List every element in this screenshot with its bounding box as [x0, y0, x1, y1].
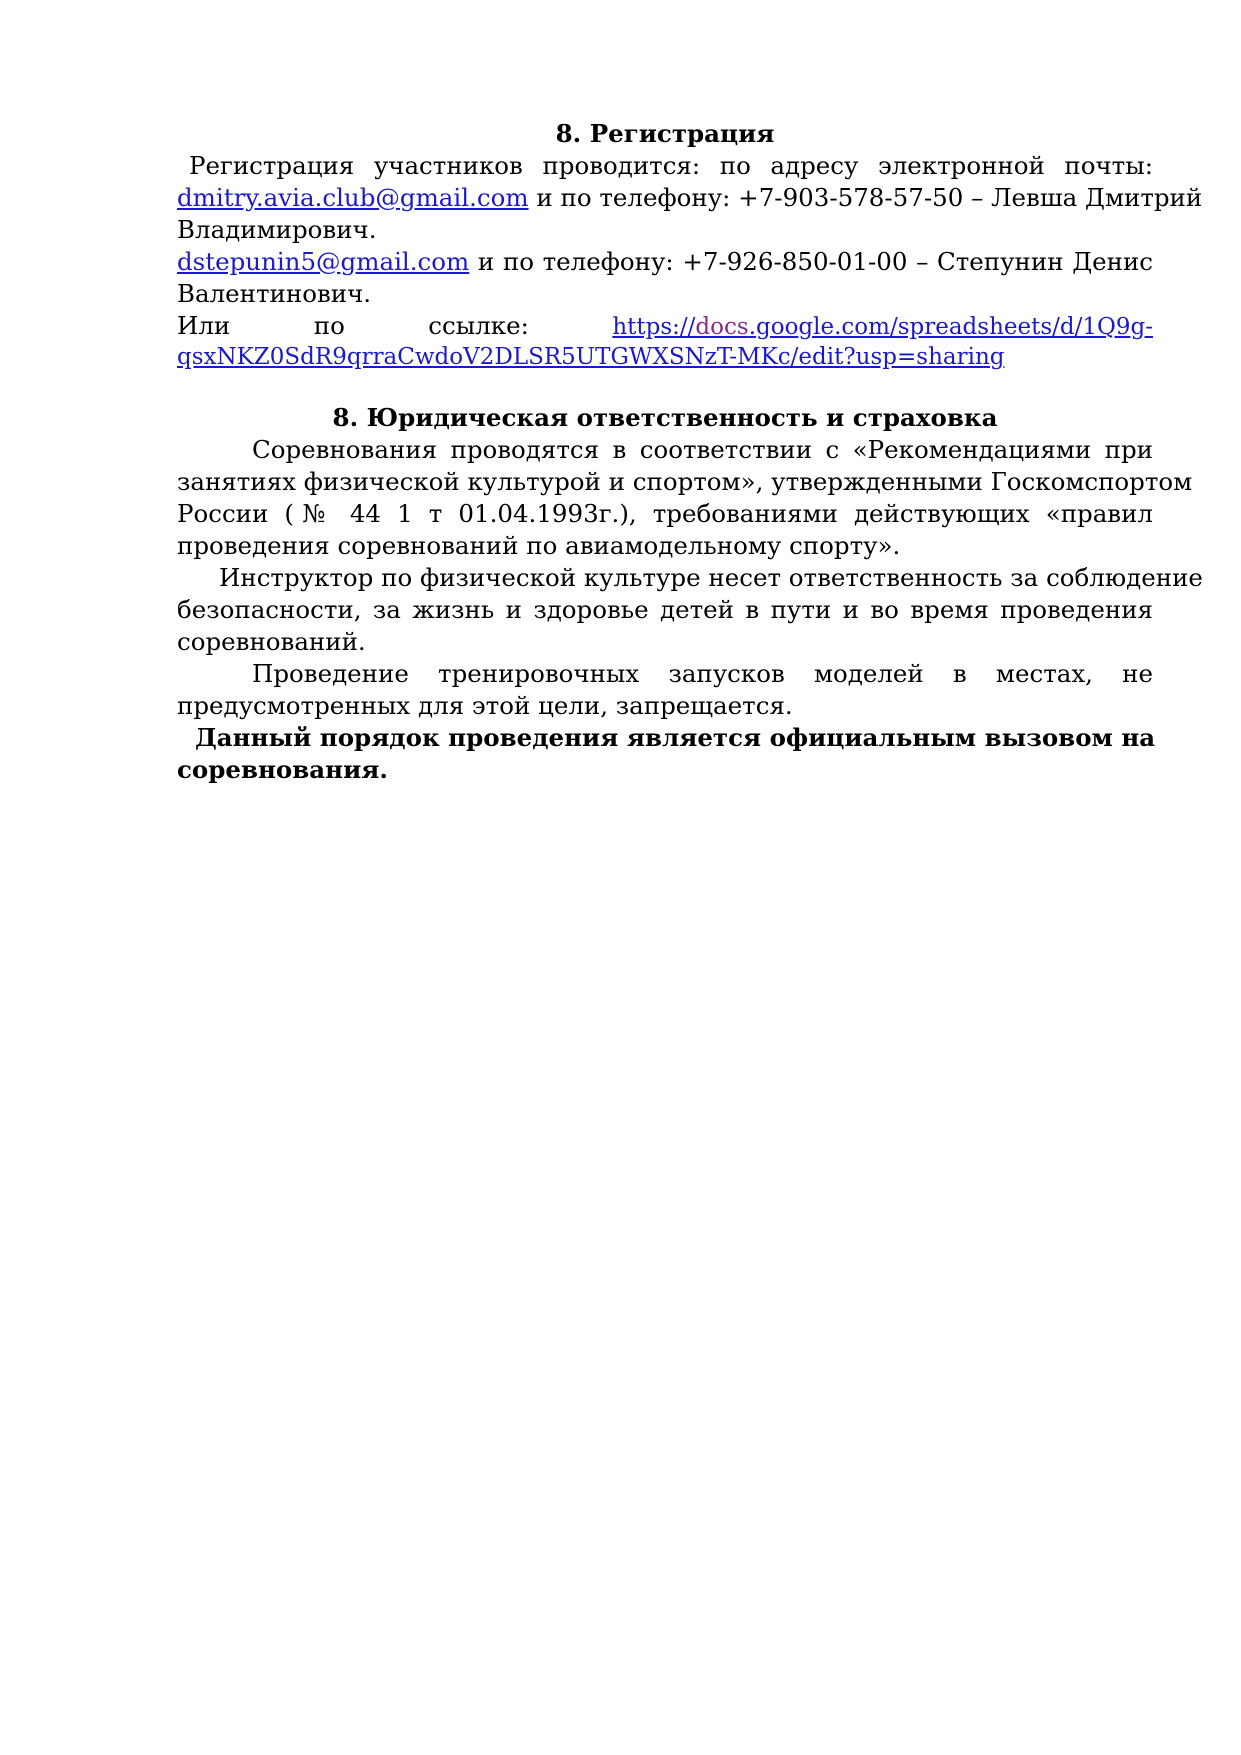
text-line	[177, 246, 1153, 278]
text-line: Валентинович.	[177, 279, 372, 308]
text-line: Проведение тренировочных запусков моделей в местах, не	[252, 659, 1153, 688]
section-heading-registration: 8. Регистрация	[555, 119, 775, 148]
official-notice-paragraph	[177, 722, 1156, 786]
liability-paragraph-3	[177, 658, 1153, 722]
email-link-stepunin[interactable]: dstepunin5@gmail.com	[177, 247, 470, 276]
text-word: Или	[177, 311, 231, 340]
email-link-dmitry[interactable]: dmitry.avia.club@gmail.com	[177, 183, 529, 212]
url-fragment-visited: docs	[695, 314, 749, 340]
section-spacer	[177, 370, 1153, 402]
text-line	[177, 343, 1153, 370]
liability-paragraph-1	[177, 434, 1193, 562]
section-heading-liability: 8. Юридическая ответственность и страховка	[332, 403, 998, 432]
text-line: Данный порядок проведения является официальным вызовом на	[195, 723, 1156, 752]
text-word: по	[313, 311, 345, 340]
text-line	[177, 310, 1153, 343]
text-line: Владимирович.	[177, 215, 377, 244]
text-line: предусмотренных для этой цели, запрещается.	[177, 691, 793, 720]
text-line: Инструктор по физической культуре несет ответственность за соблюдение	[219, 563, 1203, 592]
registration-paragraph	[177, 150, 1203, 370]
text-fragment: и по телефону: +7-903-578-57-50 – Левша Дмитрий	[528, 183, 1203, 212]
text-line: проведения соревнований по авиамодельному спорту».	[177, 531, 901, 560]
text-line: Соревнования проводятся в соответствии с «Рекомендациями при	[252, 435, 1153, 464]
text-line: соревнований.	[177, 627, 366, 656]
text-line: соревнования.	[177, 755, 388, 784]
spreadsheet-link-continued[interactable]: qsxNKZ0SdR9qrraCwdoV2DLSR5UTGWXSNzT-MKc/edit?usp=sharing	[177, 344, 1005, 370]
text-line: России (№ 44 1 т 01.04.1993г.), требованиями действующих «правил	[177, 499, 1153, 528]
url-fragment: https://	[612, 314, 696, 340]
text-fragment: и по телефону: +7-926-850-01-00 – Степунин Денис	[469, 247, 1153, 276]
text-line: занятиях физической культурой и спортом», утвержденными Госкомспортом	[177, 467, 1193, 496]
text-line: безопасности, за жизнь и здоровье детей в пути и во время проведения	[177, 595, 1153, 624]
document-page	[177, 118, 1203, 786]
spreadsheet-link[interactable]	[612, 314, 1153, 340]
text-line: Регистрация участников проводится: по адресу электронной почты:	[189, 151, 1153, 180]
text-word: ссылке:	[428, 311, 529, 340]
text-line	[177, 182, 1203, 214]
liability-paragraph-2	[177, 562, 1203, 658]
url-fragment: .google.com/spreadsheets/d/1Q9g-	[748, 314, 1153, 340]
